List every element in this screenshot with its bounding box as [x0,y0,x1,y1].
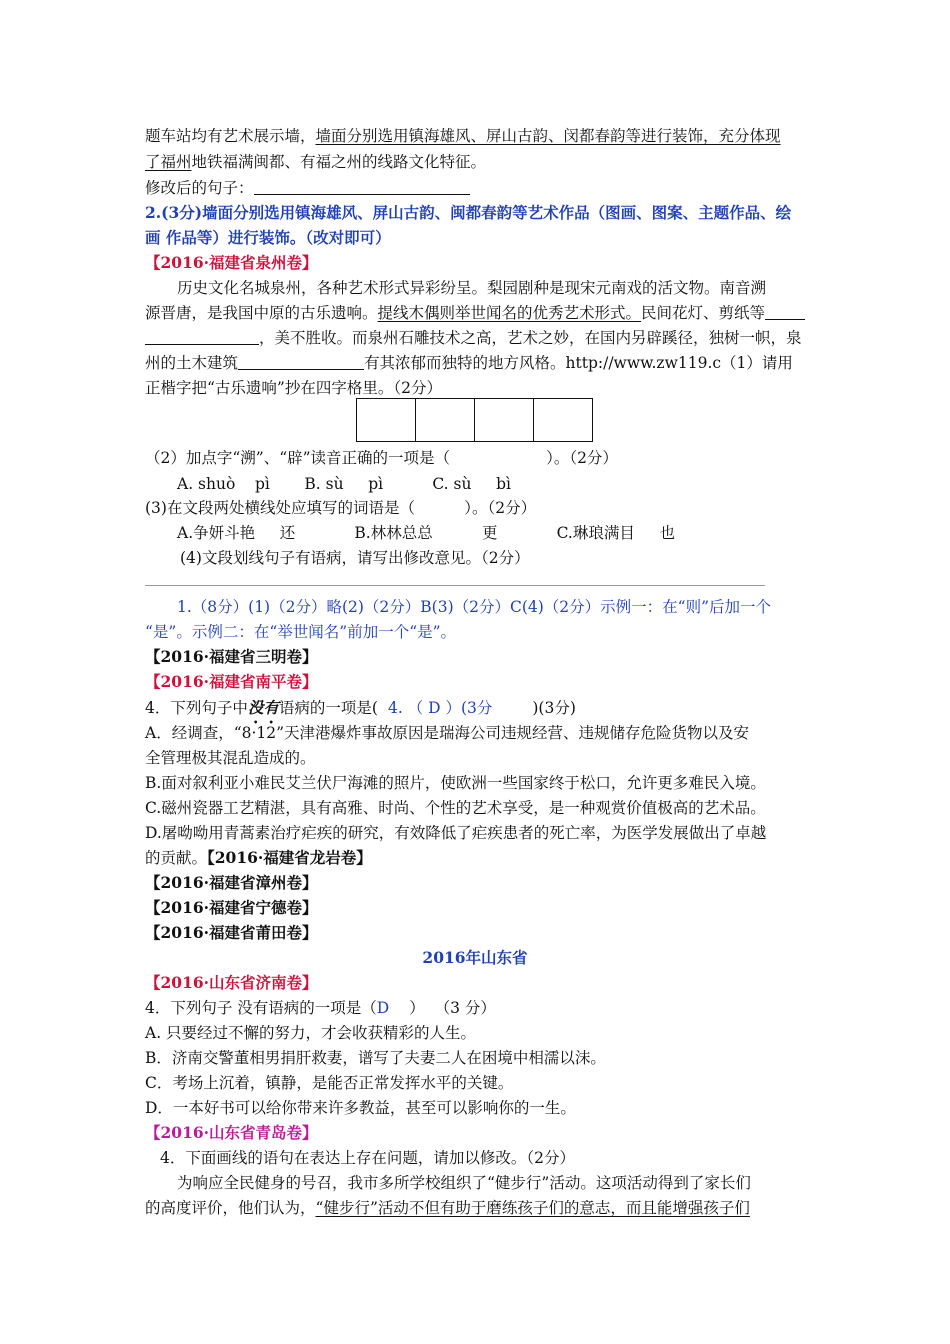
quanzhou-q2-options: A. shuò pì B. sù pì C. sù bì [177,475,511,493]
underlined-sentence: 墙面分别选用镇海雄风、屏山古韵、闵都春韵等进行装饰，充分体现 [315,127,781,145]
underlined-sentence: “健步行”活动不但有助于磨练孩子们的意志，而且能增强孩子们 [315,1199,750,1217]
nanping-option-d-1: D.屠呦呦用青蒿素治疗疟疾的研究，有效降低了疟疾患者的死亡率，为医学发展做出了卓越 [145,824,767,842]
nanping-option-d-2: 的贡献。【2016·福建省龙岩卷】 [145,848,372,867]
jinan-answer: D [376,999,390,1017]
putian-heading: 【2016·福建省莆田卷】 [145,923,318,942]
grid-cell-4[interactable] [534,399,592,441]
qingdao-heading: 【2016·山东省青岛卷】 [145,1123,318,1142]
nanping-heading: 【2016·福建省南平卷】 [145,672,318,691]
quanzhou-para-3: ，美不胜收。而泉州石雕技术之高，艺术之妙，在国内另辟蹊径，独树一帜，泉 [145,326,802,350]
fuzhou-line-2: 了福州地铁福满闽都、有福之州的线路文化特征。 [145,153,487,171]
revise-prompt: 修改后的句子： [145,176,470,200]
nanping-option-a-2: 全管理极其混乱造成的。 [145,749,316,767]
jinan-option-b: B．济南交警董相男捐肝救妻，谱写了夫妻二人在困境中相濡以沫。 [145,1049,606,1067]
quanzhou-para-5: 正楷字把“古乐遗响”抄在四字格里。（2分） [145,379,442,397]
jinan-option-c: C．考场上沉着，镇静，是能否正常发挥水平的关键。 [145,1074,514,1092]
quanzhou-para-4: 州的土木建筑 有其浓郁而独特的地方风格。http://www.zw119.c（1）请用 [145,354,793,372]
underlined-sentence: 提线木偶则举世闻名的优秀艺术形式。 [377,304,642,322]
grid-cell-2[interactable] [416,399,475,441]
grid-cell-1[interactable] [357,399,416,441]
sanming-heading: 【2016·福建省三明卷】 [145,647,318,666]
fill-blank-2[interactable] [238,353,364,370]
jinan-option-a: A. 只要经过不懈的努力，才会收获精彩的人生。 [145,1024,477,1042]
answer-rule-line [145,585,765,586]
jinan-heading: 【2016·山东省济南卷】 [145,973,318,992]
quanzhou-answer-line-2: “是”。示例二：在“举世闻名”前加一个“是”。 [145,623,457,641]
ningde-heading: 【2016·福建省宁德卷】 [145,898,318,917]
jinan-option-d: D．一本好书可以给你带来许多教益，甚至可以影响你的一生。 [145,1099,576,1117]
quanzhou-heading: 【2016·福建省泉州卷】 [145,253,318,272]
zhangzhou-heading: 【2016·福建省漳州卷】 [145,873,318,892]
nanping-option-a-1: A．经调查，“8·12”天津港爆炸事故原因是瑞海公司违规经营、违规储存危险货物以及安 [145,724,750,742]
quanzhou-q3-options: A.争妍斗艳 还 B.林林总总 更 C.琳琅满目 也 [177,524,675,542]
emphasized-words: 没有 [247,698,279,717]
grid-cell-3[interactable] [475,399,534,441]
qingdao-para-2: 的高度评价，他们认为，“健步行”活动不但有助于磨练孩子们的意志，而且能增强孩子们 [145,1199,750,1217]
jinan-question: 4．下列句子 没有语病的一项是（D ） （3 分） [145,999,496,1017]
fuzhou-answer-line-1: 2.(3分)墙面分别选用镇海雄风、屏山古韵、闽都春韵等艺术作品（图画、图案、主题作品、绘 [145,203,792,222]
quanzhou-answer-line-1: 1.（8分）(1)（2分）略(2)（2分）B(3)（2分）C(4)（2分）示例一：在“则”后加一个 [177,598,772,616]
longyan-heading: 【2016·福建省龙岩卷】 [207,848,372,867]
fill-blank-1b[interactable] [145,328,259,345]
quanzhou-question-2: （2）加点字“溯”、“辟”读音正确的一项是（ ）。（2分） [145,449,618,467]
four-character-grid [356,398,593,442]
nanping-option-c: C.磁州瓷器工艺精湛，具有高雅、时尚、个性的艺术享受，是一种观赏价值极高的艺术品。 [145,799,766,817]
qingdao-question: 4．下面画线的语句在表达上存在问题，请加以修改。（2分） [160,1149,575,1167]
quanzhou-para-1: 历史文化名城泉州，各种艺术形式异彩纷呈。梨园剧种是现宋元南戏的活文物。南音溯 [177,279,767,297]
nanping-option-b: B.面对叙利亚小难民艾兰伏尸海滩的照片，使欧洲一些国家终于松口，允许更多难民入境。 [145,774,766,792]
fill-blank-1a[interactable] [765,303,805,320]
fuzhou-line-1: 题车站均有艺术展示墙，墙面分别选用镇海雄风、屏山古韵、闵都春韵等进行装饰，充分体现 [145,127,781,145]
quanzhou-para-2: 源晋唐，是我国中原的古乐遗响。提线木偶则举世闻名的优秀艺术形式。民间花灯、剪纸等 [145,301,805,325]
fuzhou-answer-line-2: 画 作品等）进行装饰。（改对即可） [145,228,391,247]
quanzhou-question-3: (3)在文段两处横线处应填写的词语是（ ）。（2分） [145,499,537,517]
nanping-question: 4．下列句子中没有语病的一项是( 4. （ D ）(3分 )(3分) [145,698,576,717]
shandong-title: 2016年山东省 [422,948,528,967]
answer-blank[interactable] [254,178,470,195]
nanping-answer: 4. （ D ）(3分 [387,699,493,717]
underlined-sentence-end: 了福州 [145,153,192,171]
qingdao-para-1: 为响应全民健身的号召，我市多所学校组织了“健步行”活动。这项活动得到了家长们 [177,1174,751,1192]
quanzhou-question-4: (4)文段划线句子有语病，请写出修改意见。（2分） [180,549,530,567]
